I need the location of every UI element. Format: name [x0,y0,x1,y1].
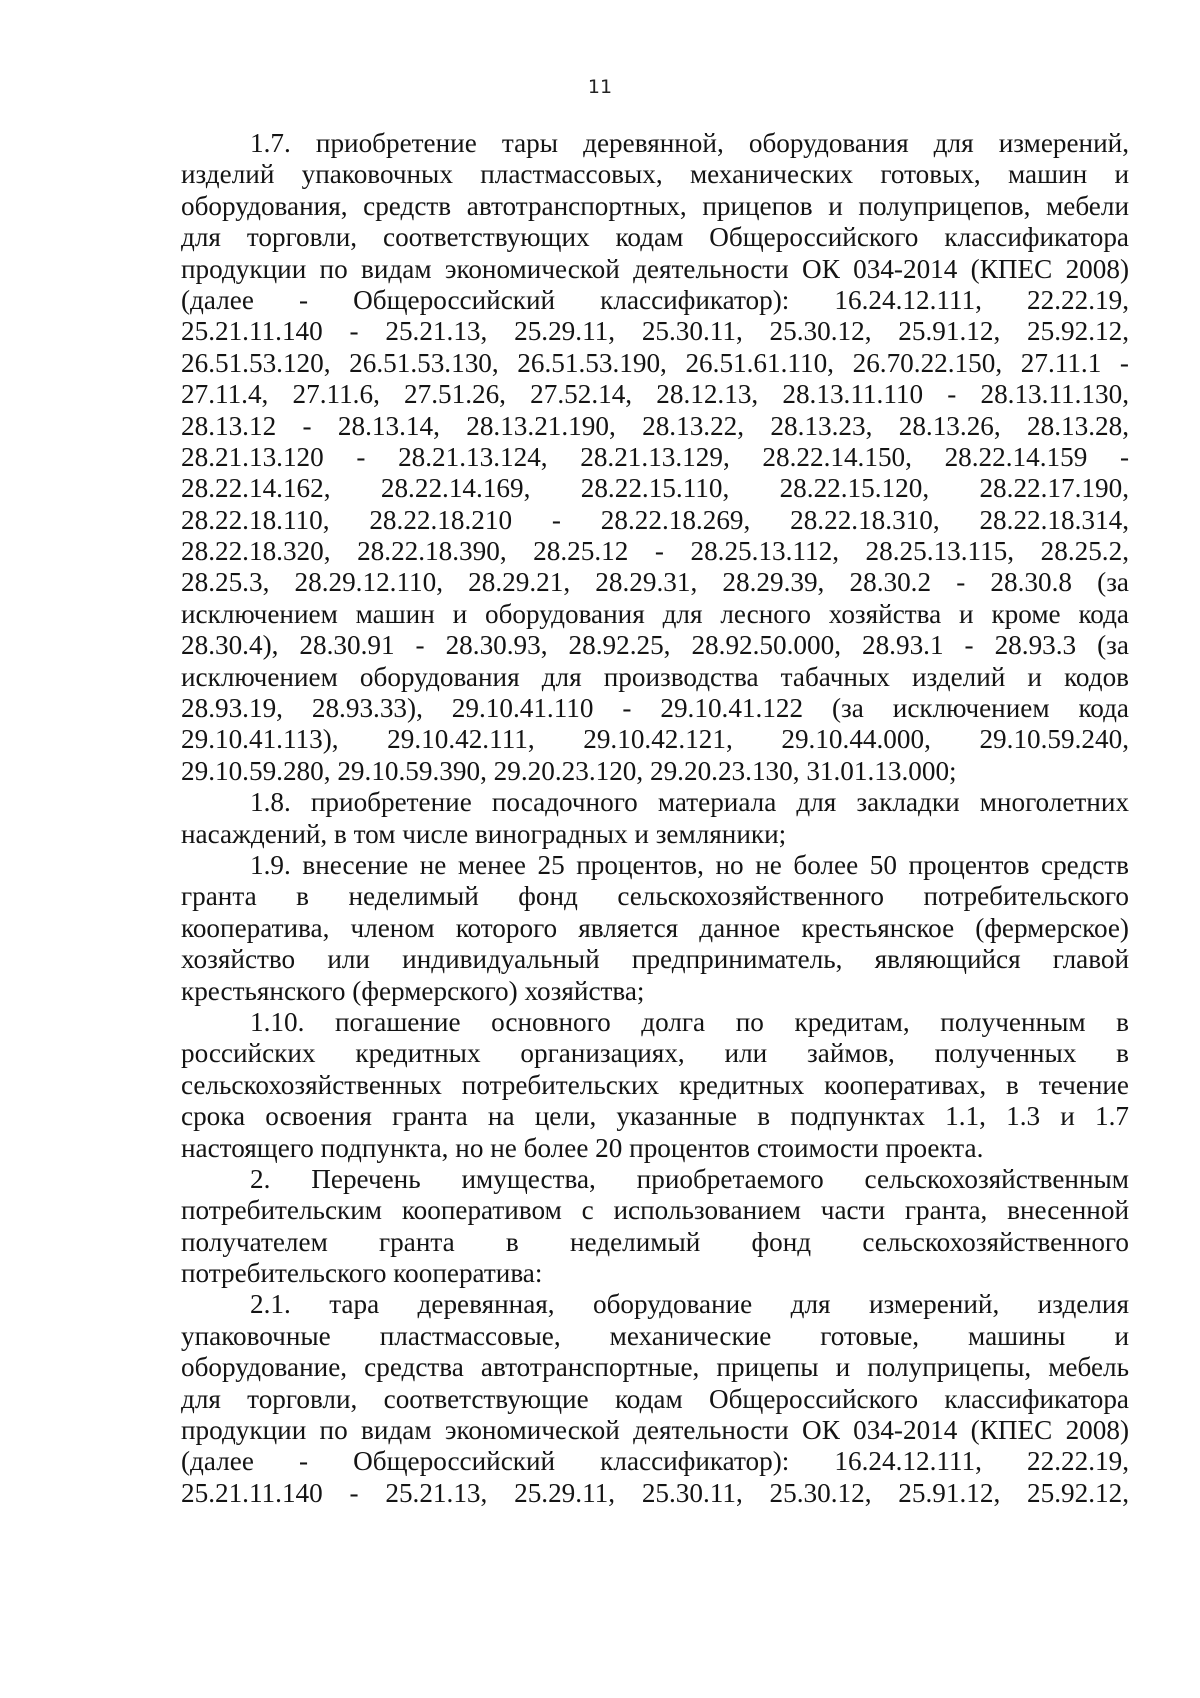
text-line: 25.21.11.140 - 25.21.13, 25.29.11, 25.30.11, 25.30.12, 25.91.12, 25.92.12, [181,316,1129,347]
text-line: крестьянского (фермерского) хозяйства; [181,975,645,1006]
text-line: 28.21.13.120 - 28.21.13.124, 28.21.13.129, 28.22.14.150, 28.22.14.159 - [181,441,1129,472]
page-number: 11 [587,76,613,98]
text-line: 29.10.59.280, 29.10.59.390, 29.20.23.120, 29.20.23.130, 31.01.13.000; [181,755,957,786]
text-line: (далее - Общероссийский классификатор): 16.24.12.111, 22.22.19, [181,284,1129,315]
text-line: изделий упаковочных пластмассовых, механических готовых, машин и [181,159,1129,190]
text-line: 28.13.12 - 28.13.14, 28.13.21.190, 28.13.22, 28.13.23, 28.13.26, 28.13.28, [181,410,1129,441]
text-line: 28.22.14.162, 28.22.14.169, 28.22.15.110, 28.22.15.120, 28.22.17.190, [181,473,1129,504]
text-line: 2.1. тара деревянная, оборудование для измерений, изделия [250,1289,1129,1320]
text-line: исключением оборудования для производства табачных изделий и кодов [181,661,1129,692]
text-line: 28.25.3, 28.29.12.110, 28.29.21, 28.29.31, 28.29.39, 28.30.2 - 28.30.8 (за [181,567,1129,598]
text-line: продукции по видам экономической деятельности ОК 034-2014 (КПЕС 2008) [181,1415,1129,1446]
text-line: 25.21.11.140 - 25.21.13, 25.29.11, 25.30.11, 25.30.12, 25.91.12, 25.92.12, [181,1477,1129,1508]
text-line: продукции по видам экономической деятельности ОК 034-2014 (КПЕС 2008) [181,253,1129,284]
text-line: исключением машин и оборудования для лесного хозяйства и кроме кода [181,598,1129,629]
text-line: настоящего подпункта, но не более 20 процентов стоимости проекта. [181,1132,984,1163]
text-line: упаковочные пластмассовые, механические готовые, машины и [181,1320,1129,1351]
text-line: потребительским кооперативом с использованием части гранта, внесенной [181,1195,1129,1226]
document-body [181,128,1129,1509]
text-line: гранта в неделимый фонд сельскохозяйственного потребительского [181,881,1129,912]
text-line: 29.10.41.113), 29.10.42.111, 29.10.42.121, 29.10.44.000, 29.10.59.240, [181,724,1129,755]
text-line: 28.93.19, 28.93.33), 29.10.41.110 - 29.10.41.122 (за исключением кода [181,693,1129,724]
text-line: оборудование, средства автотранспортные, прицепы и полуприцепы, мебель [181,1352,1129,1383]
text-line: (далее - Общероссийский классификатор): 16.24.12.111, 22.22.19, [181,1446,1129,1477]
text-line: 28.22.18.320, 28.22.18.390, 28.25.12 - 28.25.13.112, 28.25.13.115, 28.25.2, [181,536,1129,567]
text-line: 28.22.18.110, 28.22.18.210 - 28.22.18.269, 28.22.18.310, 28.22.18.314, [181,504,1129,535]
text-line: сельскохозяйственных потребительских кредитных кооперативах, в течение [181,1069,1129,1100]
text-line: потребительского кооператива: [181,1258,543,1289]
text-line: 1.7. приобретение тары деревянной, оборудования для измерений, [250,128,1129,158]
text-line: 2. Перечень имущества, приобретаемого сельскохозяйственным [250,1163,1129,1194]
text-line: хозяйство или индивидуальный предприниматель, являющийся главой [181,944,1129,975]
text-line: для торговли, соответствующих кодам Общероссийского классификатора [181,222,1129,253]
text-line: 1.9. внесение не менее 25 процентов, но не более 50 процентов средств [250,849,1129,880]
text-line: 26.51.53.120, 26.51.53.130, 26.51.53.190, 26.51.61.110, 26.70.22.150, 27.11.1 - [181,347,1129,378]
text-line: получателем гранта в неделимый фонд сельскохозяйственного [181,1226,1129,1257]
text-line: 1.10. погашение основного долга по кредитам, полученным в [250,1006,1129,1037]
text-line: 1.8. приобретение посадочного материала для закладки многолетних [250,787,1129,818]
text-line: российских кредитных организациях, или займов, полученных в [181,1038,1129,1069]
text-line: 27.11.4, 27.11.6, 27.51.26, 27.52.14, 28.12.13, 28.13.11.110 - 28.13.11.130, [181,379,1129,410]
text-line: оборудования, средств автотранспортных, прицепов и полуприцепов, мебели [181,190,1129,221]
text-line: насаждений, в том числе виноградных и земляники; [181,818,787,849]
text-line: срока освоения гранта на цели, указанные в подпунктах 1.1, 1.3 и 1.7 [181,1101,1129,1132]
text-line: для торговли, соответствующие кодам Общероссийского классификатора [181,1383,1129,1414]
text-line: кооператива, членом которого является данное крестьянское (фермерское) [181,912,1129,943]
text-line: 28.30.4), 28.30.91 - 28.30.93, 28.92.25, 28.92.50.000, 28.93.1 - 28.93.3 (за [181,630,1129,661]
